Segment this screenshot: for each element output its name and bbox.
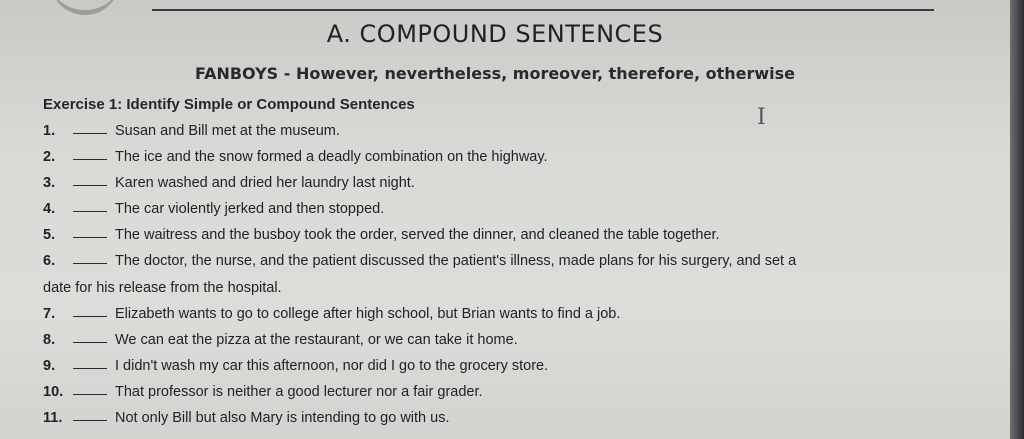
list-item	[43, 331, 973, 349]
answer-blank[interactable]	[73, 211, 107, 212]
item-text: Karen washed and dried her laundry last night.	[115, 175, 415, 191]
list-item	[43, 226, 973, 244]
page-corner-curl	[50, 0, 120, 15]
item-text: The car violently jerked and then stopped.	[115, 201, 385, 217]
list-item	[43, 252, 973, 270]
answer-blank[interactable]	[73, 185, 107, 186]
item-number: 5.	[43, 227, 56, 243]
item-number: 6.	[43, 253, 56, 269]
text-cursor-icon: I	[757, 105, 766, 130]
item-text: The waitress and the busboy took the order, served the dinner, and cleaned the table together.	[115, 227, 720, 243]
item-text: That professor is neither a good lecturer nor a fair grader.	[115, 384, 483, 400]
item-number: 1.	[43, 123, 56, 139]
item-text-continuation: date for his release from the hospital.	[43, 280, 282, 296]
list-item	[43, 305, 973, 323]
item-number: 8.	[43, 332, 56, 348]
list-item	[43, 357, 973, 375]
item-number: 3.	[43, 175, 56, 191]
item-text: The doctor, the nurse, and the patient discussed the patient's illness, made plans for his surgery, and set a	[115, 253, 797, 269]
item-number: 11.	[43, 410, 63, 426]
item-number: 4.	[43, 201, 56, 217]
item-text: The ice and the snow formed a deadly combination on the highway.	[115, 149, 548, 165]
page-edge-shadow	[1010, 0, 1024, 439]
answer-blank[interactable]	[73, 420, 107, 421]
list-item	[43, 200, 973, 218]
list-item	[43, 174, 973, 192]
item-text: Not only Bill but also Mary is intending to go with us.	[115, 410, 450, 426]
item-text: Elizabeth wants to go to college after high school, but Brian wants to find a job.	[115, 306, 621, 322]
answer-blank[interactable]	[73, 159, 107, 160]
answer-blank[interactable]	[73, 316, 107, 317]
item-number: 2.	[43, 149, 56, 165]
item-number: 7.	[43, 306, 56, 322]
item-number: 10.	[43, 384, 64, 400]
item-text: Susan and Bill met at the museum.	[115, 123, 340, 139]
top-rule-line	[152, 9, 934, 11]
answer-blank[interactable]	[73, 342, 107, 343]
list-item	[43, 383, 973, 401]
exercise-title: Exercise 1: Identify Simple or Compound Sentences	[43, 96, 415, 113]
answer-blank[interactable]	[73, 133, 107, 134]
answer-blank[interactable]	[73, 394, 107, 395]
list-item	[43, 122, 973, 140]
list-item	[43, 148, 973, 166]
item-text: We can eat the pizza at the restaurant, or we can take it home.	[115, 332, 518, 348]
list-item	[43, 409, 973, 427]
fanboys-line: FANBOYS - However, nevertheless, moreover, therefore, otherwise	[194, 64, 796, 83]
section-heading: A. COMPOUND SENTENCES	[326, 20, 664, 48]
answer-blank[interactable]	[73, 237, 107, 238]
answer-blank[interactable]	[73, 263, 107, 264]
answer-blank[interactable]	[73, 368, 107, 369]
item-number: 9.	[43, 358, 56, 374]
item-text: I didn't wash my car this afternoon, nor did I go to the grocery store.	[115, 358, 549, 374]
